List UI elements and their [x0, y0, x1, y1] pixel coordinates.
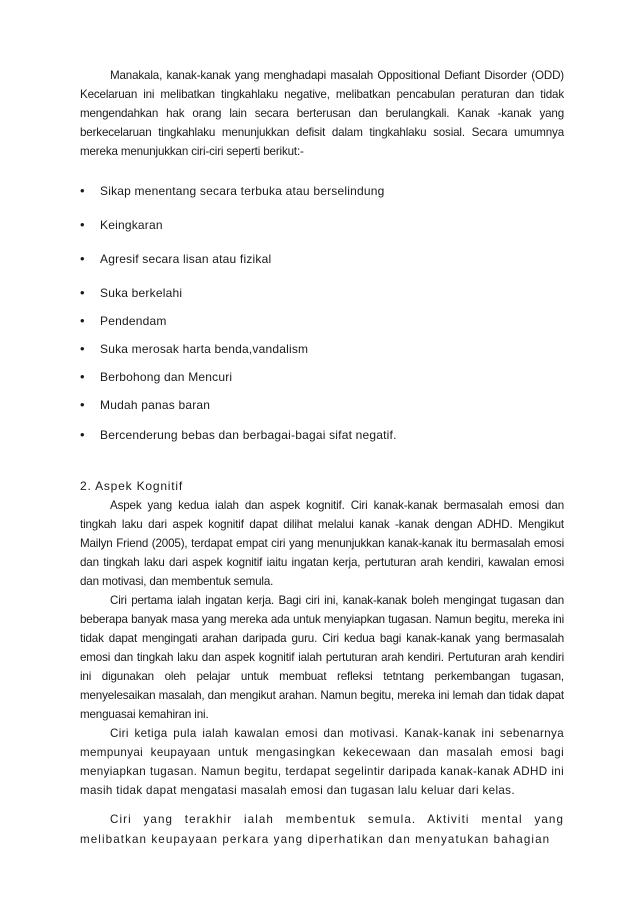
intro-paragraph: Manakala, kanak-kanak yang menghadapi masalah Oppositional Defiant Disorder (ODD) Kecelaruan ini melibatkan tingkahlaku negative, melibatkan pencabulan peraturan dan tidak mengendahkan hak orang lain secara berterusan dan berulangkali. Kanak -kanak yang berkecelaruan tingkahlaku menunjukkan defisit dalam tingkahlaku sosial. Secara umumnya mereka menunjukkan ciri-ciri seperti berikut:-	[80, 69, 564, 158]
list-item-text: Bercenderung bebas dan berbagai-bagai sifat negatif.	[100, 428, 397, 442]
list-item	[80, 395, 564, 423]
bullet-icon: •	[80, 397, 85, 412]
bullet-icon: •	[80, 313, 85, 328]
list-item	[80, 215, 564, 243]
list-item-text: Pendendam	[100, 314, 167, 328]
bullet-icon: •	[80, 427, 85, 442]
list-item	[80, 181, 564, 209]
list-item	[80, 283, 564, 311]
bullet-icon: •	[80, 369, 85, 384]
bullet-icon: •	[80, 285, 85, 300]
list-item-text: Sikap menentang secara terbuka atau berselindung	[100, 184, 385, 198]
list-item-text: Berbohong dan Mencuri	[100, 370, 233, 384]
list-item-text: Suka merosak harta benda,vandalism	[100, 342, 309, 356]
bullet-icon: •	[80, 183, 85, 198]
list-item-text: Keingkaran	[100, 218, 163, 232]
list-item-text: Suka berkelahi	[100, 286, 183, 300]
list-item	[80, 249, 564, 277]
body-paragraph: Ciri ketiga pula ialah kawalan emosi dan motivasi. Kanak-kanak ini sebenarnya mempunyai keupayaan untuk mengasingkan kekecewaan dan masalah emosi bagi menyiapkan tugasan. Namun begitu, terdapat segelintir daripada kanak-kanak ADHD ini masih tidak dapat mengatasi masalah emosi dan tugasan lalu keluar dari kelas.	[80, 727, 564, 797]
body-paragraph: Ciri yang terakhir ialah membentuk semula. Aktiviti mental yang melibatkan keupayaan perkara yang diperhatikan dan menyatukan bahagian	[80, 813, 564, 846]
list-item-text: Mudah panas baran	[100, 398, 211, 412]
list-item	[80, 425, 564, 453]
list-item	[80, 367, 564, 395]
list-item	[80, 311, 564, 339]
section-heading: 2. Aspek Kognitif	[80, 479, 183, 493]
characteristics-list	[80, 181, 564, 453]
list-item	[80, 339, 564, 367]
bullet-icon: •	[80, 251, 85, 266]
bullet-icon: •	[80, 341, 85, 356]
list-item-text: Agresif secara lisan atau fizikal	[100, 252, 272, 266]
bullet-icon: •	[80, 217, 85, 232]
body-paragraph: Ciri pertama ialah ingatan kerja. Bagi ciri ini, kanak-kanak boleh mengingat tugasan dan beberapa banyak masa yang mereka ada untuk menyiapkan tugasan. Namun begitu, mereka ini tidak dapat mengingati arahan daripada guru. Ciri kedua bagi kanak-kanak yang bermasalah emosi dan tingkah laku dan aspek kognitif ialah pertuturan arah kendiri. Pertuturan arah kendiri ini digunakan oleh pelajar untuk membuat refleksi tetntang perkembangan tugasan, menyelesaikan masalah, dan mengikut arahan. Namun begitu, mereka ini lemah dan tidak dapat menguasai kemahiran ini.	[80, 594, 564, 721]
body-paragraph: Aspek yang kedua ialah dan aspek kognitif. Ciri kanak-kanak bermasalah emosi dan tingkah laku dari aspek kognitif dapat dilihat melalui kanak -kanak dengan ADHD. Mengikut Mailyn Friend (2005), terdapat empat ciri yang menunjukkan kanak-kanak itu bermasalah emosi dan tingkah laku dari aspek kognitif iaitu ingatan kerja, pertuturan arah kendiri, kawalan emosi dan motivasi, dan membentuk semula.	[80, 499, 564, 588]
